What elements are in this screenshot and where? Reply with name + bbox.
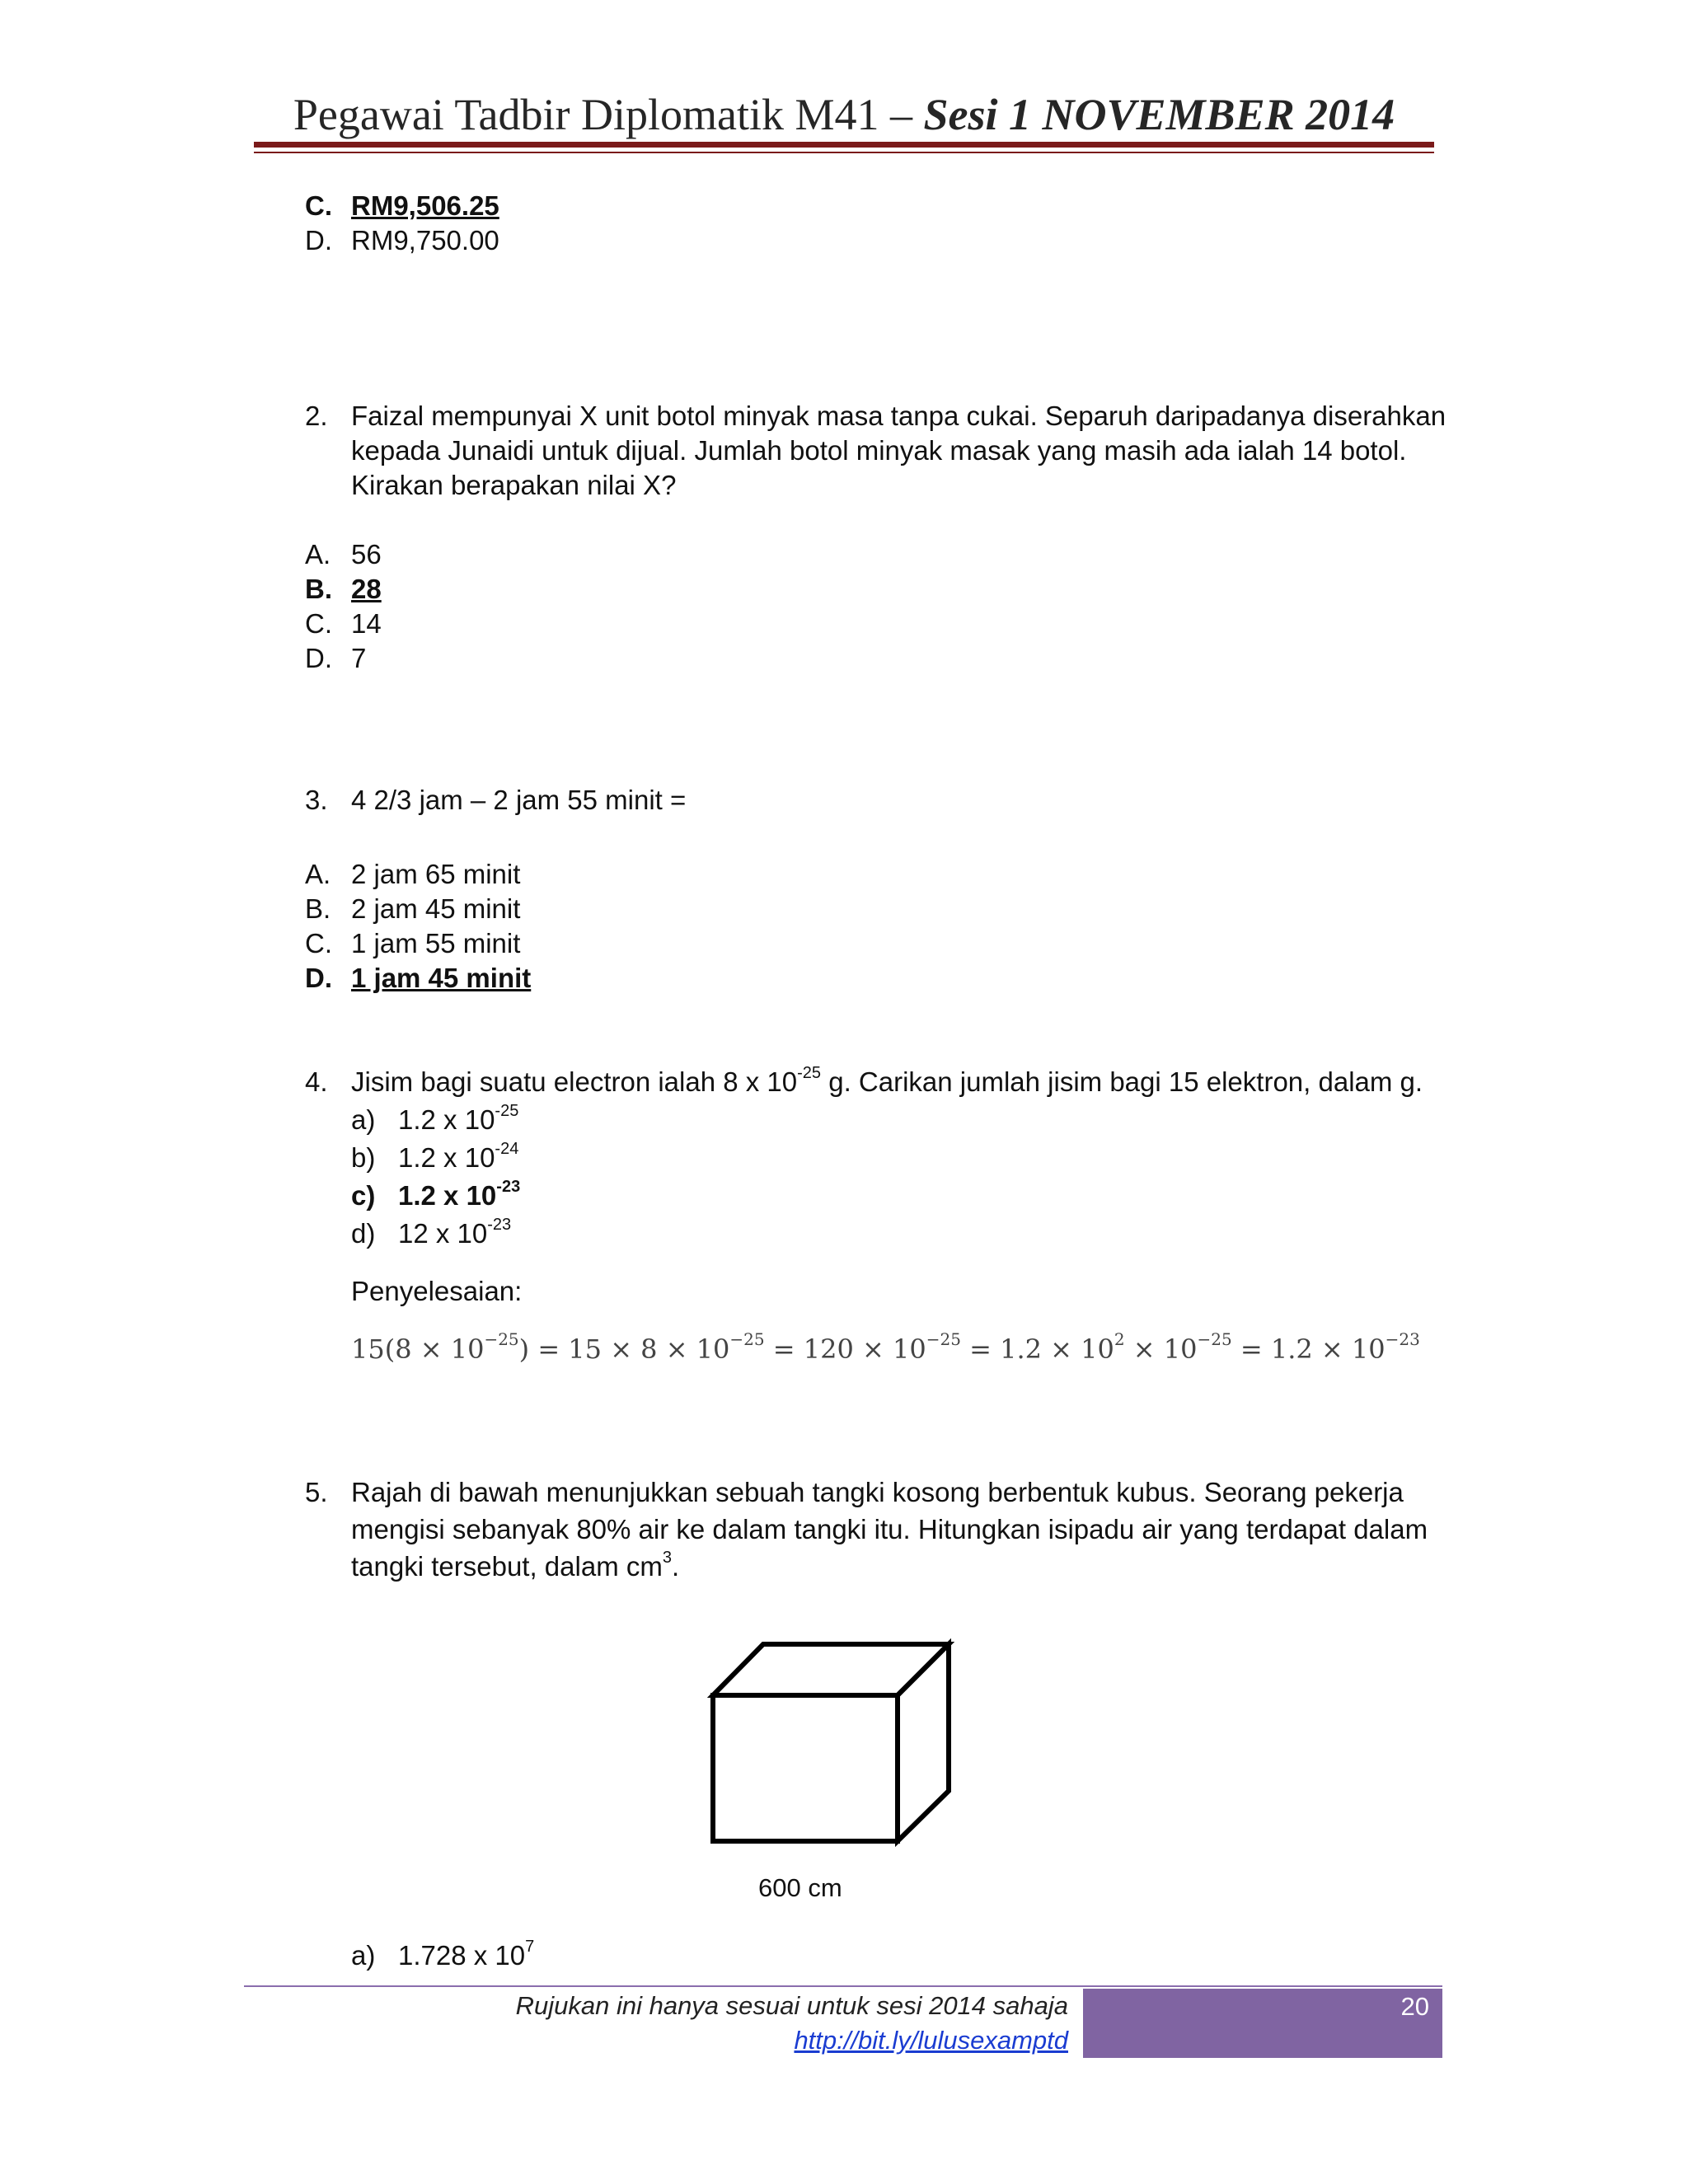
q3-option-a: 2 jam 65 minit <box>351 859 521 889</box>
q4-question-exponent: -25 <box>797 1064 822 1082</box>
eq-exp-1: −25 <box>484 1329 519 1350</box>
q4-option-a-base: 1.2 x 10 <box>398 1104 495 1135</box>
q2-option-c: 14 <box>351 608 382 639</box>
q4-question-text-a: Jisim bagi suatu electron ialah 8 x 10 <box>351 1066 798 1097</box>
q4-solution-equation <box>351 1329 1420 1365</box>
q2-number: 2. <box>305 401 328 431</box>
q4-option-d-label: d) <box>351 1218 376 1249</box>
q2-option-c-label: C. <box>305 608 332 639</box>
eq-exp-4: 2 <box>1114 1329 1125 1350</box>
q2-option-d: 7 <box>351 643 367 673</box>
q2-line-1: Faizal mempunyai X unit botol minyak masa tanpa cukai. Separuh daripadanya diserahkan <box>351 401 1447 431</box>
eq-exp-3: −25 <box>926 1329 961 1350</box>
eq-part-5: × 10 <box>1124 1333 1198 1365</box>
q5-line-2: mengisi sebanyak 80% air ke dalam tangki itu. Hitungkan isipadu air yang terdapat dalam <box>351 1514 1428 1544</box>
q1-option-c-label: C. <box>305 190 332 221</box>
q5-number: 5. <box>305 1477 328 1507</box>
q4-number: 4. <box>305 1066 328 1097</box>
eq-exp-2: −25 <box>729 1329 765 1350</box>
eq-part-6: = 1.2 × 10 <box>1231 1333 1386 1365</box>
q3-option-d-label: D. <box>305 963 332 993</box>
q4-solution-label: Penyelesaian: <box>351 1276 523 1306</box>
q4-option-c-exp: -23 <box>496 1178 521 1196</box>
q4-option-b <box>398 1141 518 1175</box>
eq-part-1: 15(8 × 10 <box>351 1333 485 1365</box>
eq-part-3: = 120 × 10 <box>764 1333 926 1365</box>
q4-option-a <box>398 1103 518 1137</box>
q1-option-d: RM9,750.00 <box>351 225 499 255</box>
cube-top-face <box>713 1644 949 1695</box>
footer-rule <box>244 1985 1442 1987</box>
q4-option-c-base: 1.2 x 10 <box>398 1180 497 1211</box>
q4-question-text-b: g. Carikan jumlah jisim bagi 15 elektron, dalam g. <box>821 1066 1423 1097</box>
q1-option-c-answer: RM9,506.25 <box>351 190 499 221</box>
cube-tank-diagram <box>705 1636 960 1850</box>
q3-option-d-answer: 1 jam 45 minit <box>351 963 532 993</box>
q3-option-a-label: A. <box>305 859 331 889</box>
q4-option-b-label: b) <box>351 1142 376 1173</box>
q3-option-b: 2 jam 45 minit <box>351 893 521 924</box>
header-rule <box>254 142 1434 148</box>
header-rule-thin <box>254 152 1434 153</box>
q4-option-c-answer <box>398 1179 520 1213</box>
q4-option-a-label: a) <box>351 1104 376 1135</box>
q4-option-d-exp: -23 <box>487 1216 512 1234</box>
q4-option-d <box>398 1216 511 1251</box>
q2-line-3: Kirakan berapakan nilai X? <box>351 470 677 500</box>
q3-option-c-label: C. <box>305 928 332 958</box>
footer-link[interactable]: http://bit.ly/lulusexamptd <box>794 2026 1068 2055</box>
q4-option-d-base: 12 x 10 <box>398 1218 488 1249</box>
q4-option-b-base: 1.2 x 10 <box>398 1142 495 1173</box>
q4-option-a-exp: -25 <box>495 1102 519 1120</box>
q4-option-b-exp: -24 <box>495 1140 519 1158</box>
q1-option-d-label: D. <box>305 225 332 255</box>
q2-line-2: kepada Junaidi untuk dijual. Jumlah botol minyak masak yang masih ada ialah 14 botol. <box>351 435 1407 466</box>
q2-option-a: 56 <box>351 539 382 569</box>
page-header <box>0 89 1688 140</box>
q4-question <box>351 1065 1423 1099</box>
q5-line-3-text: tangki tersebut, dalam cm <box>351 1551 663 1582</box>
q4-option-c-label: c) <box>351 1180 376 1211</box>
eq-part-4: = 1.2 × 10 <box>960 1333 1114 1365</box>
eq-exp-5: −25 <box>1197 1329 1232 1350</box>
q5-line-1: Rajah di bawah menunjukkan sebuah tangki kosong berbentuk kubus. Seorang pekerja <box>351 1477 1404 1507</box>
q3-question: 4 2/3 jam – 2 jam 55 minit = <box>351 785 687 815</box>
q3-option-c: 1 jam 55 minit <box>351 928 521 958</box>
q2-option-b-answer: 28 <box>351 574 382 604</box>
q5-option-a <box>398 1938 534 1973</box>
header-title: Pegawai Tadbir Diplomatik M41 – <box>293 90 924 139</box>
q2-option-a-label: A. <box>305 539 331 569</box>
cube-side-face <box>898 1644 949 1841</box>
eq-part-2: ) = 15 × 8 × 10 <box>518 1333 730 1365</box>
cube-front-face <box>713 1695 898 1841</box>
footer-note: Rujukan ini hanya sesuai untuk sesi 2014 sahaja <box>515 1991 1068 2020</box>
cube-dimension-label: 600 cm <box>758 1873 842 1902</box>
q5-line-3-end: . <box>671 1551 680 1582</box>
q5-option-a-exp: 7 <box>525 1938 535 1956</box>
q5-line-3-exp: 3 <box>662 1549 672 1567</box>
q3-option-b-label: B. <box>305 893 331 924</box>
q3-number: 3. <box>305 785 328 815</box>
q5-option-a-base: 1.728 x 10 <box>398 1940 526 1971</box>
eq-exp-6: −23 <box>1385 1329 1420 1350</box>
q5-option-a-label: a) <box>351 1940 376 1971</box>
header-session: Sesi 1 NOVEMBER 2014 <box>923 90 1395 139</box>
page-number: 20 <box>1400 1992 1429 2021</box>
q2-option-b-label: B. <box>305 574 332 604</box>
q5-line-3 <box>351 1549 679 1584</box>
q2-option-d-label: D. <box>305 643 332 673</box>
